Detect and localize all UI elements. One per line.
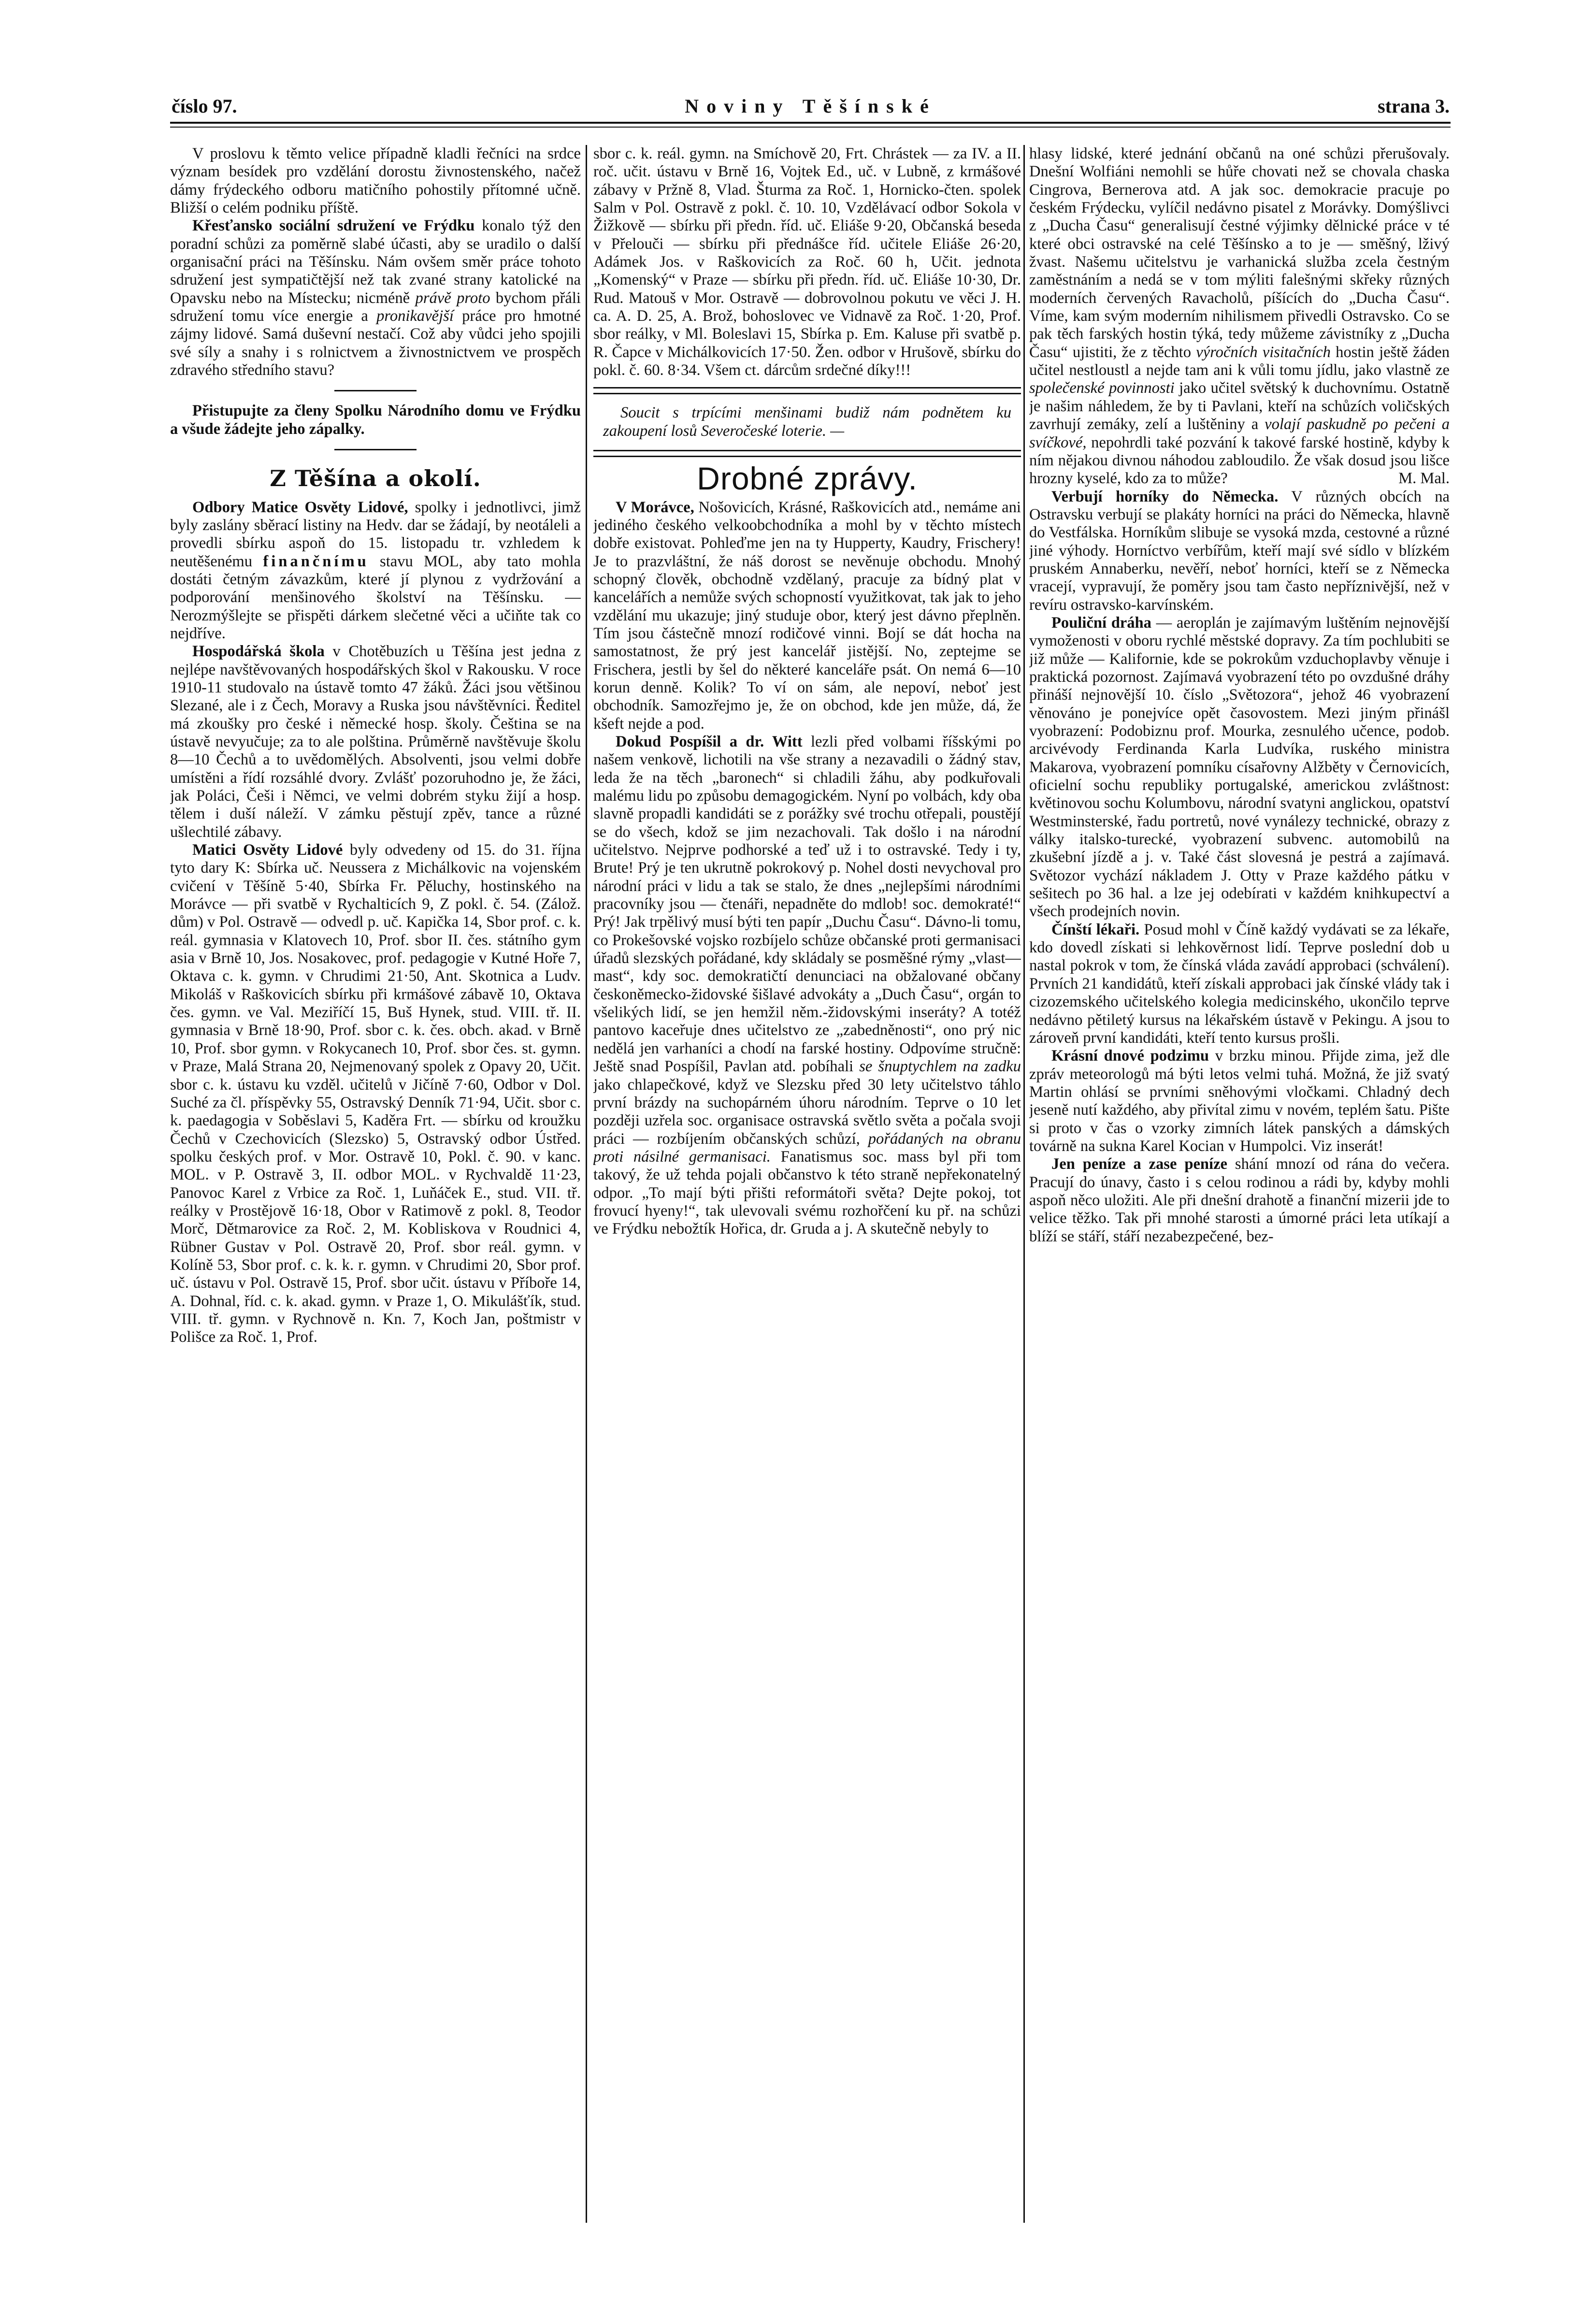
- article-lead: Verbují horníky do Německa.: [1051, 488, 1279, 505]
- article-paragraph: V proslovu k těmto velice případně kladli řečníci na srdce význam besídek pro vzdělání dorostu živnostenského, načež dámy frýdeckého odboru matičního pohostily přítomné učně. Bližší o celém podniku příště.: [170, 145, 581, 217]
- article-lead: Krásní dnové podzimu: [1051, 1047, 1209, 1065]
- article-paragraph: Verbují horníky do Německa. V různých obcích na Ostravsku verbují se plakáty horníci na práci do Německa, hlavně do Vestfálska. Horníkům slibuje se vysoká mzda, cestovné a různé jiné výhody. Horníctvo verbířům, kteří mají své sídlo v blízkém pruském Annaberku, nevěří, neboť horníci, kteří se z Německa vracejí, vypravují, že poměry jsou tam často nepříznivější, než v revíru ostravsko-karvínském.: [1029, 488, 1450, 614]
- page-header: [172, 95, 1450, 124]
- article-paragraph: Čínští lékaři. Posud mohl v Číně každý vydávati se za lékaře, kdo dovedl získati si lehkověrnost lidí. Teprve poslední dob u nastal pokrok v tom, že čínská vláda zavádí approbaci (schválení). Prvních 21 kandidátů, kteří získali approbaci jak čínské vlády tak i cizozemského učitelského kolegia medicinského, ukončilo teprve nedávno pětiletý kursus na lékařském ústavě v Pekingu. A jsou to zároveň první kandidáti, kteří tento kursus prošli.: [1029, 921, 1450, 1047]
- article-lead: Čínští lékaři.: [1051, 921, 1140, 938]
- article-lead: Matici Osvěty Lidové: [192, 841, 343, 859]
- article-paragraph: Odbory Matice Osvěty Lidové, spolky i jednotlivci, jimž byly zaslány sběrací listiny na Hedv. dar se žádají, by neotáleli a provedli sbírku aspoň do 15. listopadu tr. vzhledem k neutěšenému finančnímu stavu MOL, aby tato mohla dostáti četným závazkům, které jí plynou z vydržování a podporování menšinového školství na Těšínsku. — Nerozmýšlejte se přispěti dárkem slečetné věci a učiňte tak co nejdříve.: [170, 498, 581, 642]
- header-rule-thin: [170, 127, 1451, 128]
- article-paragraph: hlasy lidské, které jednání občanů na oné schůzi přerušovaly. Dnešní Wolfiáni nemohli se hůře chovati než se chovala chaska Cingrova, Bernerova atd. A jak soc. demokracie pracuje po českém Frýdecku, vylíčil nedávno pisatel z Morávky. Domýšlivci z „Ducha Času“ generalisují čestné výjimky dělnické práce v té které obci ostravské na celé Těšínsko a to je — směšný, lživý žvast. Našemu učitelstvu je varhanická služba zcela čestným zaměstnáním a nedá se v tom mýliti falešnými skřeky různých moderních červených Ravacholů, píšících do „Ducha Času“. Víme, kam svým moderním nihilismem přivedli Ostravsko. Co se pak těch farských hostin týká, tedy můžeme závistníky z „Ducha Času“ ujistiti, že z těchto výročních visitačních hostin ještě žáden učitel nestloustl a nejde tam ani k vůli tomu jídlu, jako vlastně ze společenské povinnosti jako učitel světský k duchovnímu. Ostatně je našim náhledem, že by ti Pavlani, kteří na schůzích voličských zavrhují zemáky, zelí a luštěniny a volají paskudně po pečeni a svíčkové, nepohrdli také pozvání k takové farské hostině, kdyby k ním nějakou divnou náhodou zabloudilo. Že však dosud jsou lišce hrozny kyselé, kdo za to může? M. Mal.: [1029, 145, 1450, 488]
- article-lead: Pouliční dráha: [1051, 614, 1151, 632]
- article-paragraph: Křesťansko sociální sdružení ve Frýdku konalo týž den poradní schůzi za poměrně slabé účasti, aby se uradilo o další organisační práci na Těšínsku. Nám ovšem směr práce tohoto sdružení jest sympatičtější než tak zvané strany katolické na Opavsku nebo na Místecku; nicméně právě proto bychom přáli sdružení tomu více energie a pronikavější práce pro hmotné zájmy lidové. Samá duševní nestačí. Což aby vůdci jeho spojili své síly a snahy i s rolnictvem a živnostnictvem ve prospěch zdravého středního stavu?: [170, 217, 581, 379]
- article-paragraph: Jen peníze a zase peníze shání mnozí od rána do večera. Pracují do únavy, často i s celou rodinou a rádi by, kdyby mohli aspoň něco uložiti. Ale při dnešní drahotě a finanční mizerii jde to velice těžko. Tak při mnohé starosti a úmorné práci leta utíkají a blíží se stáří, stáří nezabezpečené, bez-: [1029, 1155, 1450, 1245]
- separator-rule: [334, 449, 417, 450]
- article-paragraph: Pouliční dráha — aeroplán je zajímavým luštěním nejnovější vymoženosti v oboru rychlé městské dopravy. Za tím pochlubiti se již může — Kalifornie, kde se pokrokům vzduchoplavby věnuje i praktická pozornost. Zajímavá vyobrazení této po ovzdušné dráhy přináší nejnovější 10. číslo „Světozora“, jehož 46 vyobrazení věnováno je ponejvíce opět časovostem. Mezi jiným přinášl vyobrazení: Podobiznu prof. Mourka, zesnulého učence, podob. arcivévody Ferdinanda Karla Ludvíka, ruského ministra Makarova, vyobrazení pomníku císařovny Alžběty v Černovicích, oficielní sochu republiky portugalské, americkou zvláštnost: květinovou sochu Kolumbovu, národní svatyni anglickou, opatství Westminsterské, řadu portretů, nové vynálezy technické, obrazy z války italsko-turecké, vyobrazení subvenc. automobilů na zkušební jízdě a j. v. Také část slovesná je pestrá a zajímavá. Světozor vychází nákladem J. Otty v Praze každého pátku v sešitech po 36 hal. a lze jej odebírati v každém knihkupectví a všech prodejních novin.: [1029, 614, 1450, 921]
- section-heading: Drobné zprávy.: [697, 460, 918, 497]
- section-heading: Z Těšína a okolí.: [270, 465, 481, 492]
- article-paragraph: sbor c. k. reál. gymn. na Smíchově 20, Frt. Chrástek — za IV. a II. roč. učit. ústavu v Brně 16, Vojtek Ed., uč. v Lubně, z krmášové zábavy v Pržně 8, Vlad. Šturma za Roč. 1, Hornicko-čten. spolek Salm v Pol. Ostravě z pokl. č. 10. 10, Vzdělávací odbor Sokola v Žižkově — sbírku při předn. říd. uč. Eliáše 9·20, Občanská beseda v Přelouči — sbírku při přednášce říd. učitele Eliáše 26·20, Adámek Jos. v Raškovicích za Roč. 60 h, Učit. jednota „Komenský“ v Praze — sbírku při předn. říd. uč. Eliáše 10·30, Dr. Rud. Matouš v Mor. Ostravě — dobrovolnou pokutu ve věci J. H. ca. A. D. 25, A. Brož, bohoslovec ve Vidnavě za Roč. 1·20, Prof. sbor reálky, v Ml. Boleslavi 15, Sbírka p. Em. Kaluse při svatbě p. R. Čapce v Michálkovicích 17·50. Žen. odbor v Hrušově, sbírku do pokl. č. 60. 8·34. Všem ct. dárcům srdečné díky!!!: [593, 145, 1021, 379]
- author-signature: M. Mal.: [1398, 470, 1450, 488]
- article-lead: Hospodářská škola: [192, 643, 325, 661]
- page-number: strana 3.: [1378, 95, 1450, 117]
- article-lead: Odbory Matice Osvěty Lidové,: [192, 498, 408, 516]
- article-paragraph: V Morávce, Nošovicích, Krásné, Raškovicích atd., nemáme ani jediného českého velkoobchodníka a mohl by v těchto místech dobře existovat. Pohleďme jen na ty Hupperty, Kaudry, Frischery! Je to prazvláštní, že náš dorost se nevěnuje obchodu. Mnohý schopný člověk, obchodně vzdělaný, pracuje za bídný plat v kancelářích a nemůže svých schopností využitkovat, tak jak to jeho vzdělání mu ukazuje; jiný studuje obor, který jest dávno přeplněn. Tím jsou částečně mnozí rodičové vinni. Bojí se dát hocha na samostatnost, že prý jest kancelář jistější. No, zeptejme se Frischera, jestli by šel do některé kanceláře psát. On nemá 6—10 korun denně. Kolik? To ví on sám, ale nepoví, neboť jest obchodník. Samozřejmo je, že on obchod, kde jen může, dá, že kšeft nejde a pod.: [593, 498, 1021, 733]
- article-lead: V Morávce,: [616, 498, 694, 516]
- double-rule: [593, 387, 1021, 394]
- article-lead: Dokud Pospíšil a dr. Witt: [616, 733, 803, 750]
- issue-number: číslo 97.: [172, 95, 237, 117]
- lottery-notice: Soucit s trpícími menšinami budiž nám podnětem ku zakoupení losů Severočeské loterie. —: [603, 404, 1011, 440]
- article-paragraph: Dokud Pospíšil a dr. Witt lezli před volbami říšskými po našem venkově, lichotili na vše strany a nezavadili o žádný stav, leda že na těch „baronech“ si chladili žáhu, aby podkuřovali malému lidu po způsobu demagogickém. Nyní po volbách, kdy oba slavně propadli kandidáti se z porážky své trochu otřepali, poustějí se do všech, kdož se jim nezachovali. Tak došlo i na národní učitelstvo. Nejprve podhorské a teď už i to ostravské. Tedy i ty, Brute! Prý je ten ukrutně pokrokový p. Nohel dosti nevychoval pro národní práci v lidu a tak se stalo, že dnes „nejlepšími národními pracovníky jsou — čtenáři, nepadněte do mdlob! soc. demokraté!“ Prý! Jak trpělivý musí býti ten papír „Duchu Času“. Dávno-li tomu, co Prokešovské vojsko rozbíjelo schůze občanské proti germanisaci úřadů slezských pořádané, kdy skládaly se posměšné rýmy „vlast—mast“, kdy soc. demokratičtí denunciaci na obžalované občany českoněmecko-židovské šišlavé advokáty a „Duch Času“, orgán to všelikých lidí, se jen hemžil něm.-židovskými inseráty? A totéž pantovo kaceřuje dnes učitelstvo ze „zabedněnosti“, ono prý nic nedělá jen varhaníci a chodí na farské hostiny. Odpovíme stručně: Ještě snad Pospíšil, Pavlan atd. pobíhali se šnuptychlem na zadku jako chlapečkové, když ve Slezsku před 30 lety učitelstvo táhlo první brázdy na suchopárném úhoru národním. Teprve o 10 let později uzřela soc. organisace ostravská světlo světa a počala svoji práci — rozbíjením občanských schůzí, pořádaných na obranu proti násilné germanisaci. Fanatismus soc. mass byl při tom takový, že už tehda pojali občanstvo k této straně nepřekonatelný odpor. „To mají býti přišti reformátoři světa? Dejte pokoj, tot frovucí hyeny!“, tak ulevovali svému rozhořčení ku př. na schůzi ve Frýdku nebožtík Hořica, dr. Gruda a j. A skutečně nebyly to: [593, 733, 1021, 1238]
- article-paragraph: Hospodářská škola v Chotěbuzích u Těšína jest jedna z nejlépe navštěvovaných hospodářských škol v Rakousku. V roce 1910-11 studovalo na ústavě tomto 47 žáků. Žáci jsou většinou Slezané, ale i z Čech, Moravy a Ruska jsou návštěvníci. Ředitel má zkoušky pro české i německé hosp. školy. Čeština se na ústavě nevyučuje; za to ale polština. Průměrně navštěvuje školu 8—10 Čechů a to uvědomělých. Absolventi, jsou velmi dobře umístěni a řídí rozsáhlé dvory. Zvlášť pozoruhodno je, že žáci, jak Poláci, Češi i Němci, ve velmi dobrém styku žijí a hosp. tělem i duší náleží. V zámku pěstují zpěv, tance a různé ušlechtilé zábavy.: [170, 643, 581, 841]
- separator-rule: [334, 390, 417, 391]
- column-divider-1: [586, 145, 587, 2223]
- newspaper-title: Noviny Těšínské: [685, 95, 936, 117]
- article-lead: Jen peníze a zase peníze: [1051, 1155, 1227, 1173]
- article-paragraph: Matici Osvěty Lidové byly odvedeny od 15. do 31. října tyto dary K: Sbírka uč. Neussera z Michálkovic na vojenském cvičení v Těšíně 5·40, Sbírka Fr. Pěluchy, hostinského na Morávce — při svatbě v Rychalticích 9, Z pokl. č. 54. (Zálož. dům) v Pol. Ostravě — odvedl p. uč. Kapička 14, Sbor prof. c. k. reál. gymnasia v Klatovech 10, Prof. sbor II. čes. státního gym asia v Brně 10, Jos. Nosakovec, prof. pedagogie v Kutné Hoře 7, Oktava c. k. gymn. v Chrudimi 21·50, Ant. Skotnica a Ludv. Mikoláš v Raškovicích sbírku při krmášové zábavě 10, Oktava čes. gymn. ve Val. Meziříčí 15, Buš Hynek, stud. VIII. tř. II. gymnasia v Brně 18·90, Prof. sbor c. k. čes. obch. akad. v Brně 10, Prof. sbor gymn. v Rokycanech 10, Prof. sbor čes. st. gymn. v Praze, Malá Strana 20, Nejmenovaný spolek z Opavy 20, Učit. sbor c. k. ústavu ku vzděl. učitelů v Jičíně 7·60, Odbor v Dol. Suché za čl. příspěvky 55, Ostravský Denník 71·94, Učit. sbor c. k. paedagogia v Soběslavi 5, Kaděra Frt. — sbírku od kroužku Čechů v Czechovicích (Slezsko) 5, Ostravský odbor Ústřed. spolku českých prof. v Mor. Ostravě 10, Pokl. č. 90. v kanc. MOL. v P. Ostravě 3, II. odbor MOL. v Rychvaldě 11·23, Panovoc Karel z Vrbice za Roč. 1, Luňáček E., stud. VII. tř. reálky v Prostějově 16·18, Obor v Ratimově z pokl. 8, Teodor Morč, Dětmarovice za Roč. 2, M. Kobliskova v Roudnici 4, Rübner Gustav v Pol. Ostravě 20, Prof. sbor reál. gymn. v Kolíně 53, Sbor prof. c. k. k. r. gymn. v Chrudimi 20, Sbor prof. uč. ústavu v Pol. Ostravě 15, Prof. sbor učit. ústavu v Příboře 14, A. Dohnal, říd. c. k. akad. gymn. v Praze 1, O. Mikulášťík, stud. VIII. tř. gymn. v Rychnově n. Kn. 7, Koch Jan, poštmistr v Polišce za Roč. 1, Prof.: [170, 841, 581, 1346]
- double-rule: [593, 450, 1021, 457]
- article-paragraph: Krásní dnové podzimu v brzku minou. Přijde zima, jež dle zpráv meteorologů má býti letos velmi tuhá. Možná, že již svatý Martin ohlásí se prvními sněhovými vločkami. Chladný dech jeseně nutí každého, aby přivítal zimu v novém, teplém šatu. Pište si proto v čas o vzorky zimních látek panských a dámských továrně na sukna Karel Kocian v Humpolci. Viz inserát!: [1029, 1047, 1450, 1155]
- column-2: [593, 145, 1021, 2228]
- header-rule-thick: [170, 122, 1451, 124]
- membership-appeal: Přistupujte za členy Spolku Národního domu ve Frýdku a všude žádejte jeho zápalky.: [170, 402, 581, 438]
- column-3: [1029, 145, 1450, 2228]
- column-1: [170, 145, 581, 2228]
- article-lead: Křesťansko sociální sdružení ve Frýdku: [192, 217, 475, 235]
- column-divider-2: [1023, 145, 1025, 2223]
